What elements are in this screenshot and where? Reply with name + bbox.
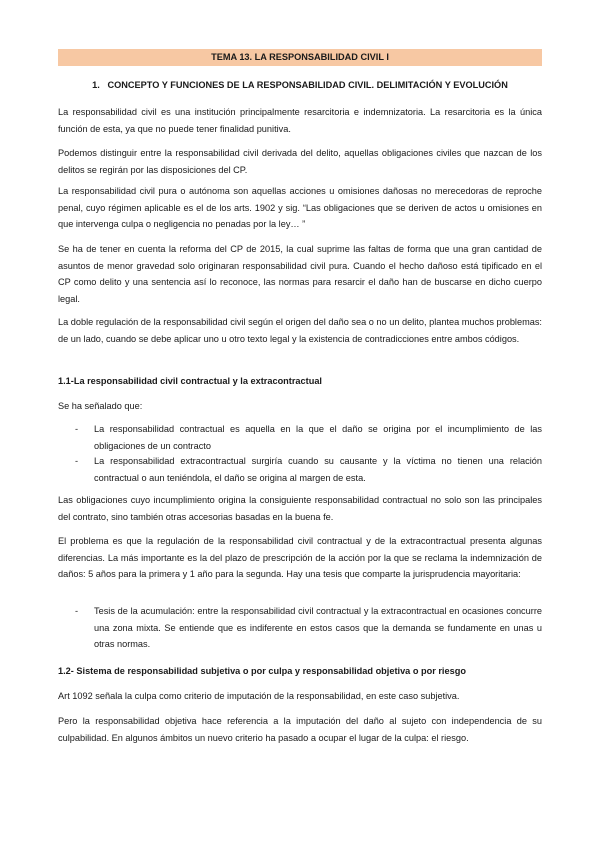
list-dash: -	[75, 456, 79, 466]
list-item	[58, 453, 542, 487]
paragraph: Se ha señalado que:	[58, 401, 143, 411]
list-item-text: La responsabilidad extracontractual surgiría cuando su causante y la víctima no tienen una relación contractual o aun teniéndola, el daño se origina al margen de esta.	[94, 456, 542, 483]
paragraph: Podemos distinguir entre la responsabilidad civil derivada del delito, aquellas obligaciones civiles que nazcan de los delitos se regirán por las disposiciones del CP.	[58, 148, 542, 175]
list-item-text: Tesis de la acumulación: entre la responsabilidad civil contractual y la extracontractual en ocasiones concurre una zona mixta. Se entiende que es indiferente en estos casos que la demanda se fundamente en unas u otras normas.	[94, 606, 542, 649]
list-item	[58, 603, 542, 655]
list-item	[58, 421, 542, 455]
list-dash: -	[75, 606, 79, 616]
paragraph: La responsabilidad civil pura o autónoma son aquellas acciones u omisiones dañosas no merecedoras de reproche penal, cuyo régimen aplicable es el de los arts. 1902 y sig. “Las obligaciones que se deriven de actos u omisiones en que intervenga culpa o negligencia no penadas por la ley… ”	[58, 186, 542, 229]
subsection-heading-1-1: 1.1-La responsabilidad civil contractual y la extracontractual	[58, 376, 322, 386]
section-heading-1: 1. CONCEPTO Y FUNCIONES DE LA RESPONSABILIDAD CIVIL. DELIMITACIÓN Y EVOLUCIÓN	[92, 80, 508, 90]
paragraph: La doble regulación de la responsabilidad civil según el origen del daño sea o no un delito, plantea muchos problemas: de un lado, cuando se debe aplicar uno u otro texto legal y la existencia de contradicciones entre ambos códigos.	[58, 317, 542, 344]
paragraph: Art 1092 señala la culpa como criterio de imputación de la responsabilidad, en este caso subjetiva.	[58, 691, 460, 701]
paragraph: La responsabilidad civil es una institución principalmente resarcitoria e indemnizatoria. La resarcitoria es la única función de esta, ya que no puede tener finalidad punitiva.	[58, 107, 542, 134]
subsection-heading-1-2: 1.2- Sistema de responsabilidad subjetiva o por culpa y responsabilidad objetiva o por riesgo	[58, 666, 466, 676]
paragraph: Pero la responsabilidad objetiva hace referencia a la imputación del daño al sujeto con independencia de su culpabilidad. En algunos ámbitos un nuevo criterio ha pasado a ocupar el lugar de la culpa: el riesgo.	[58, 716, 542, 743]
document-title: TEMA 13. LA RESPONSABILIDAD CIVIL I	[58, 49, 542, 66]
paragraph: El problema es que la regulación de la responsabilidad civil contractual y de la extracontractual presenta algunas diferencias. La más importante es la del plazo de prescripción de la acción por la que se reclama la indemnización de daños: 5 años para la primera y 1 año para la segunda. Hay una tesis que comparte la jurisprudencia mayoritaria:	[58, 536, 542, 579]
list-dash: -	[75, 424, 79, 434]
paragraph: Se ha de tener en cuenta la reforma del CP de 2015, la cual suprime las faltas de forma que una gran cantidad de asuntos de menor gravedad solo originaran responsabilidad civil pura. Cuando el hecho dañoso está tipificado en el CP como delito y una sentencia así lo reconoce, las normas para resarcir el daño han de buscarse en dicho cuerpo legal.	[58, 244, 542, 304]
paragraph: Las obligaciones cuyo incumplimiento origina la consiguiente responsabilidad contractual no solo son las principales del contrato, sino también otras accesorias basadas en la buena fe.	[58, 495, 542, 522]
list-item-text: La responsabilidad contractual es aquella en la que el daño se origina por el incumplimiento de las obligaciones de un contracto	[94, 424, 542, 451]
